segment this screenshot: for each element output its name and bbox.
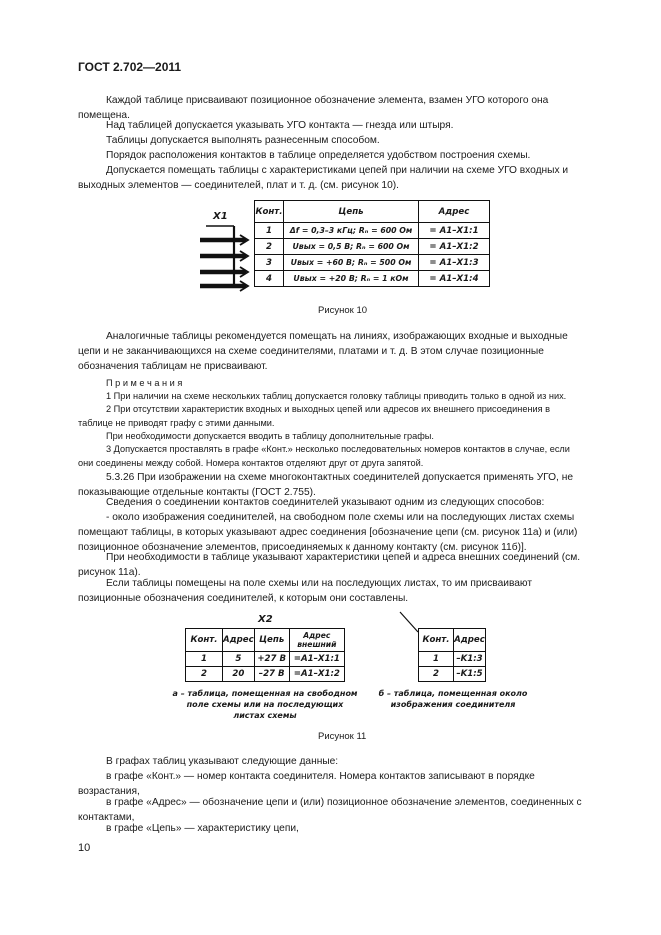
table-cell: Uвых = +60 В; Rₙ = 500 Ом xyxy=(284,255,419,271)
document-header: ГОСТ 2.702—2011 xyxy=(78,60,182,74)
header-cell: Адрес xyxy=(419,201,490,223)
figure-10-table xyxy=(254,200,490,287)
table-cell: 20 xyxy=(223,667,255,682)
table-cell: Δf = 0,3–3 кГц; Rₙ = 600 Ом xyxy=(284,223,419,239)
figure-caption: Рисунок 11 xyxy=(318,731,367,742)
table-cell: 1 xyxy=(419,652,454,667)
table-cell: Uвых = +20 В; Rₙ = 1 кОм xyxy=(284,271,419,287)
connector-label: X1 xyxy=(213,211,228,222)
figure-11a-table xyxy=(185,628,345,682)
subcaption: б – таблица, помещенная около изображения соединителя xyxy=(378,689,528,709)
header-cell: Конт. xyxy=(186,629,223,652)
paragraph: Каждой таблице присваивают позиционное обозначение элемента, взамен УГО которого она помещена. xyxy=(78,95,549,121)
table-cell: 3 xyxy=(255,255,284,271)
paragraph: Если таблицы помещены на поле схемы или на последующих листах, то им присваивают позиционные обозначения соединителей, к которым они составлены. xyxy=(78,578,532,604)
table-cell: +27 В xyxy=(254,652,289,667)
table-cell: Uвых = 0,5 В; Rₙ = 600 Ом xyxy=(284,239,419,255)
table-cell: 1 xyxy=(255,223,284,239)
table-cell: 1 xyxy=(186,652,223,667)
paragraph: в графе «Цепь» — характеристику цепи, xyxy=(106,823,299,834)
paragraph: Таблицы допускается выполнять разнесенным способом. xyxy=(106,135,380,146)
header-cell: Конт. xyxy=(419,629,454,652)
note-item: 1 При наличии на схеме нескольких таблиц допускается головку таблицы приводить только в одной из них. xyxy=(106,391,567,401)
note-item: При необходимости допускается вводить в таблицу дополнительные графы. xyxy=(106,431,434,441)
connector-arrows xyxy=(198,222,254,294)
table-cell: = A1–X1:1 xyxy=(419,223,490,239)
header-cell: Конт. xyxy=(255,201,284,223)
paragraph: Сведения о соединении контактов соединителей указывают одним из следующих способов: xyxy=(106,497,545,508)
paragraph: В графах таблиц указывают следующие данные: xyxy=(106,756,339,767)
header-cell: Адрес xyxy=(223,629,255,652)
figure-caption: Рисунок 10 xyxy=(318,305,368,316)
table-cell: –K1:3 xyxy=(454,652,486,667)
paragraph: Порядок расположения контактов в таблице определяется удобством построения схемы. xyxy=(106,150,531,161)
paragraph: - около изображения соединителей, на свободном поле схемы или на последующих листах схемы помещают таблицы, в которых указывают адрес соединения [обозначение цепи (см. рисунок 11а) и (или) позиционное обозначение элементов, присоединяемых к данному контакту (см. рисунок 11б)]. xyxy=(78,512,578,553)
note-item: 3 Допускается проставлять в графе «Конт.» несколько последовательных номеров контактов в случае, если они соединены между собой. Номера контактов отделяют друг от друга запятой. xyxy=(78,444,570,468)
paragraph: При необходимости в таблице указывают характеристики цепей и адреса внешних соединений (см. рисунок 11а). xyxy=(78,552,581,578)
header-cell: Адрес внешний xyxy=(289,629,344,652)
paragraph: Над таблицей допускается указывать УГО контакта — гнезда или штыря. xyxy=(106,120,454,131)
paragraph: 5.3.26 При изображении на схеме многоконтактных соединителей допускается применять УГО, не показывающие отдельные контакты (ГОСТ 2.755). xyxy=(78,472,573,498)
table-cell: 2 xyxy=(419,667,454,682)
table-title: X2 xyxy=(258,614,273,625)
table-cell: = A1–X1:2 xyxy=(419,239,490,255)
subcaption: а – таблица, помещенная на свободном поле схемы или на последующих листах схемы xyxy=(172,689,358,720)
table-cell: 5 xyxy=(223,652,255,667)
table-cell: 4 xyxy=(255,271,284,287)
table-cell: –27 В xyxy=(254,667,289,682)
table-cell: 2 xyxy=(255,239,284,255)
header-cell: Цепь xyxy=(284,201,419,223)
paragraph: в графе «Конт.» — номер контакта соединителя. Номера контактов записывают в порядке возрастания, xyxy=(78,771,535,797)
header-cell: Цепь xyxy=(254,629,289,652)
paragraph: в графе «Адрес» — обозначение цепи и (или) позиционное обозначение элементов, соединенных с контактами, xyxy=(78,797,582,823)
table-cell: = A1–X1:4 xyxy=(419,271,490,287)
note-item: 2 При отсутствии характеристик входных и выходных цепей или адресов их внешнего присоединения в таблице не приводят графу с этими данными. xyxy=(78,404,551,428)
table-cell: =A1–X1:1 xyxy=(289,652,344,667)
figure-11b-table xyxy=(418,628,486,682)
paragraph: Допускается помещать таблицы с характеристиками цепей при наличии на схеме УГО входных и выходных элементов — соединителей, плат и т. д. (см. рисунок 10). xyxy=(78,165,569,191)
table-cell: =A1–X1:2 xyxy=(289,667,344,682)
notes-title: П р и м е ч а н и я xyxy=(106,378,183,388)
table-cell: = A1–X1:3 xyxy=(419,255,490,271)
paragraph: Аналогичные таблицы рекомендуется помещать на линиях, изображающих входные и выходные цепи и не заканчивающихся на схеме соединителями, платами и т. д. В этом случае позиционные обозначения таблицам не присваивают. xyxy=(78,331,568,372)
page-number: 10 xyxy=(78,842,91,854)
table-cell: 2 xyxy=(186,667,223,682)
header-cell: Адрес xyxy=(454,629,486,652)
table-cell: –K1:5 xyxy=(454,667,486,682)
